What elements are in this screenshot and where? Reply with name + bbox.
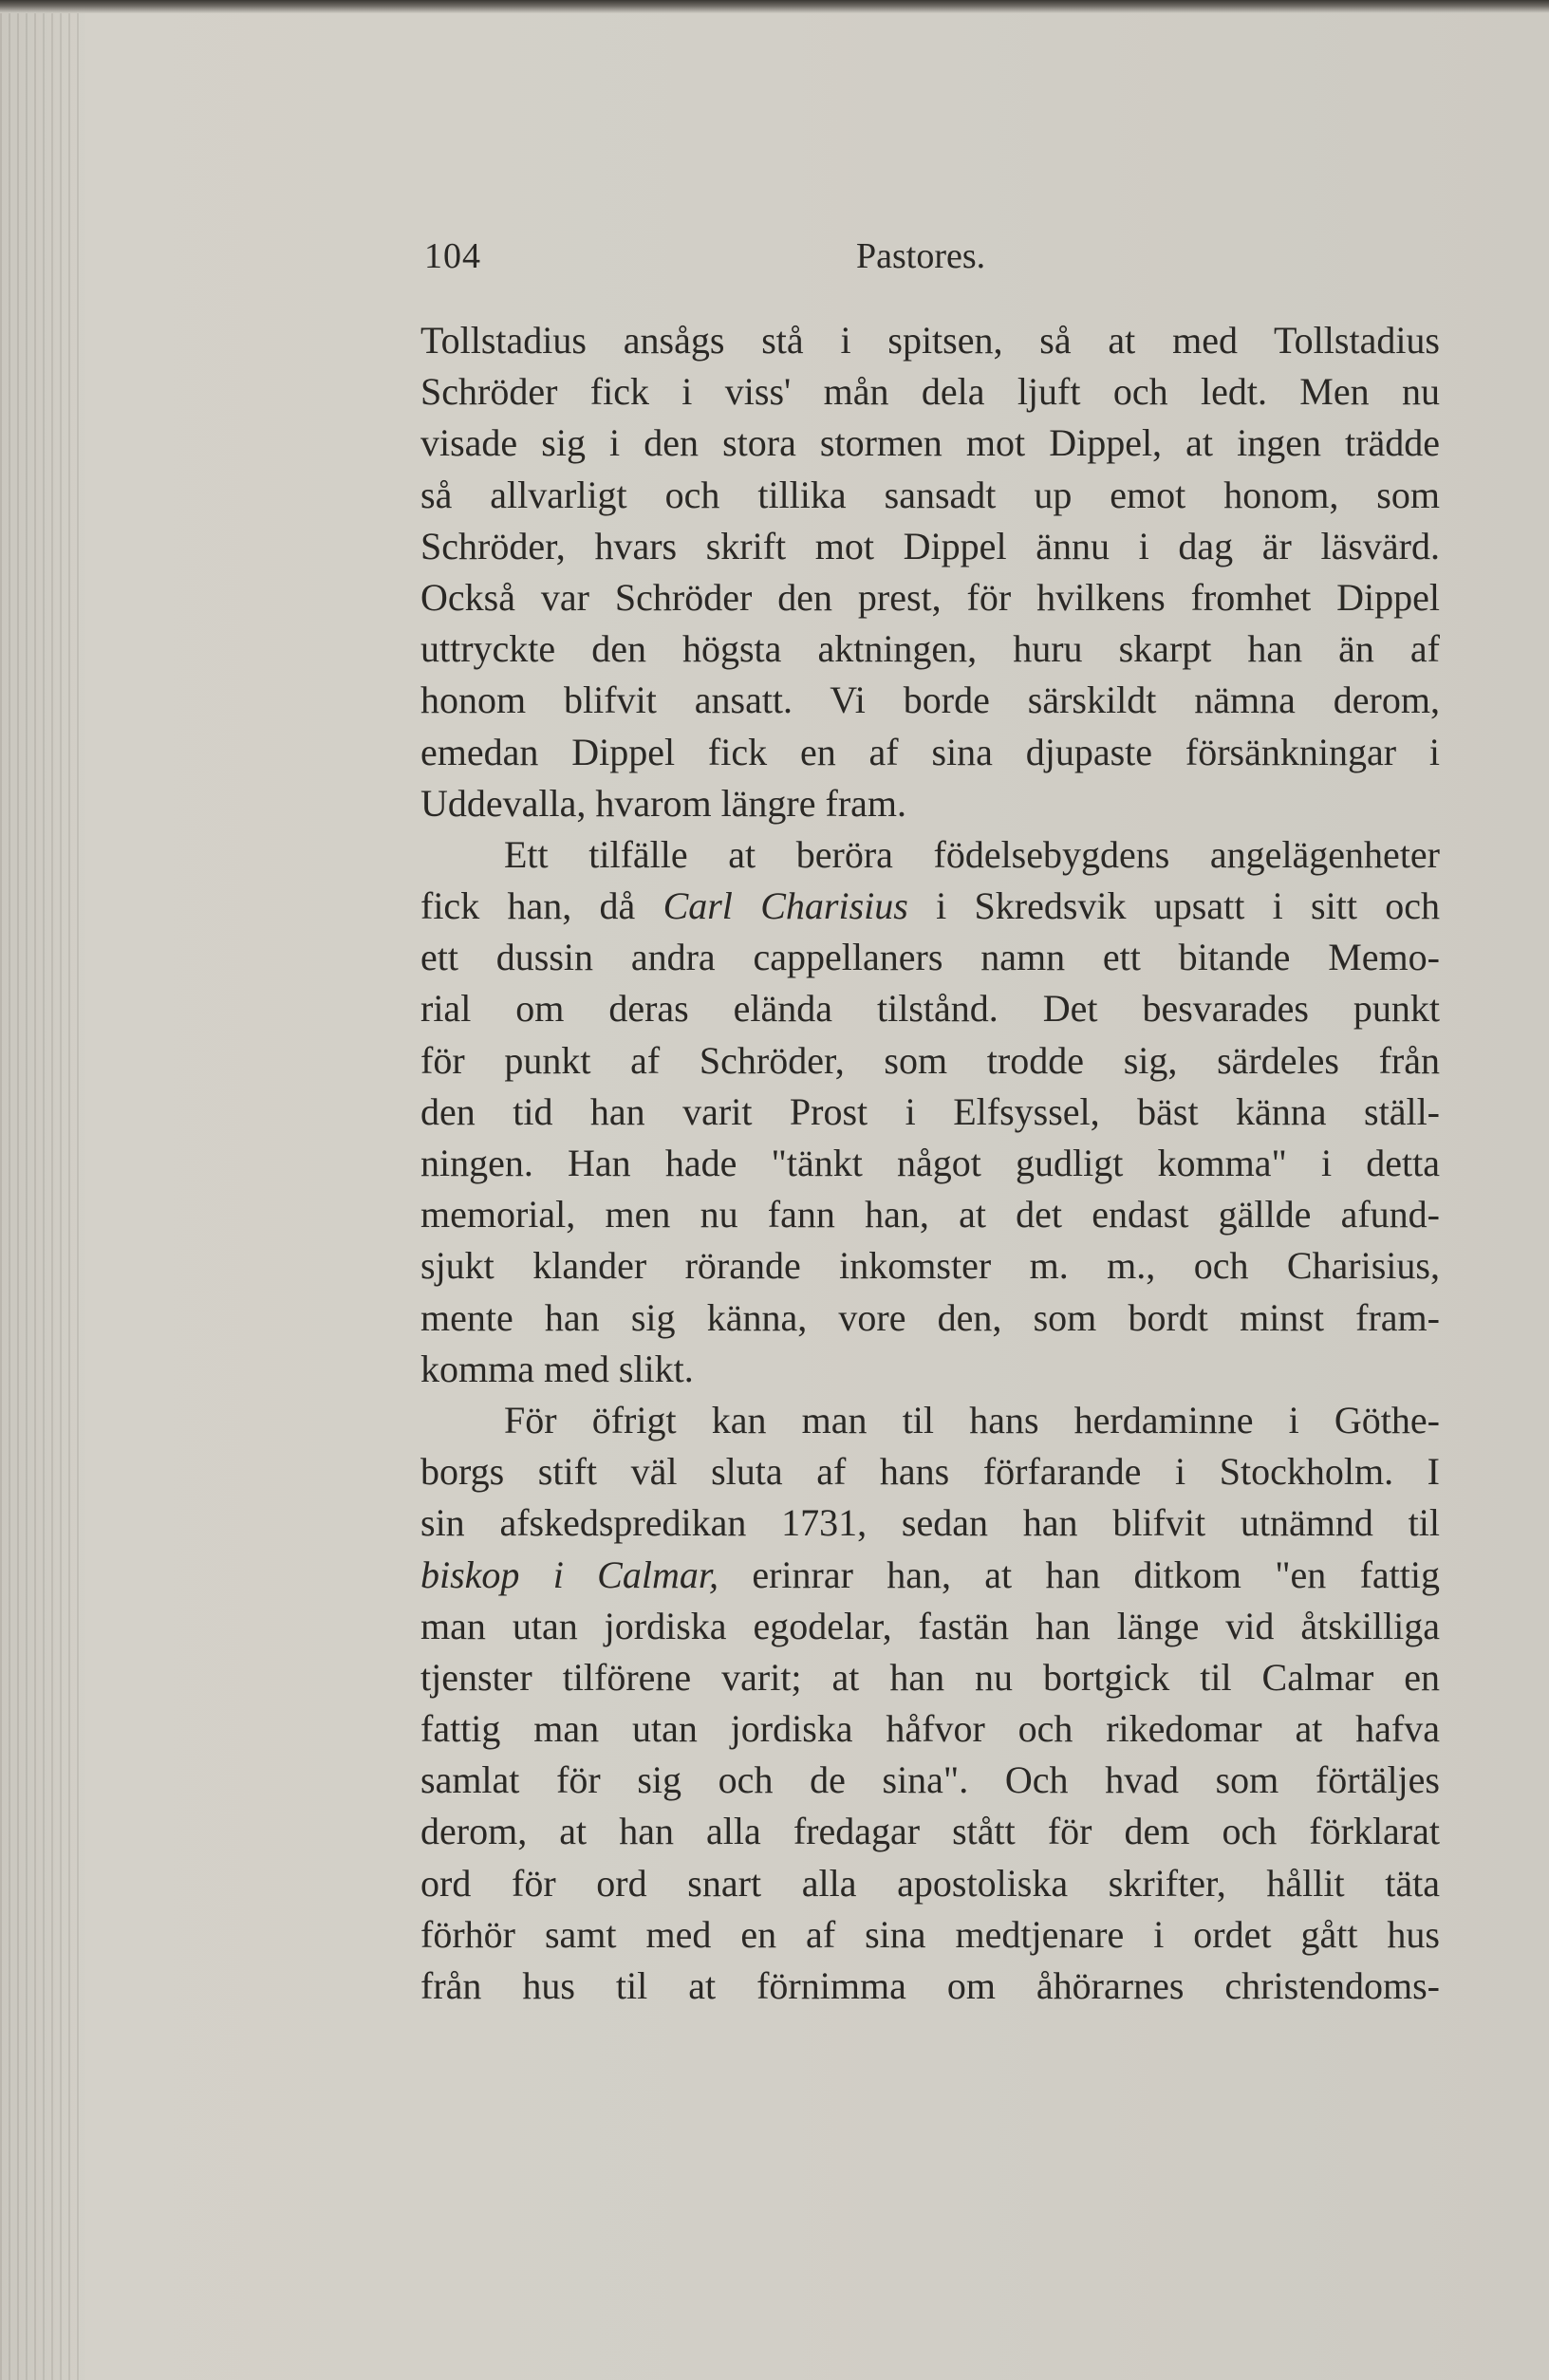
text-line: honom blifvit ansatt. Vi borde särskildt nämna derom, (420, 679, 1440, 722)
stacked-page-edges (0, 0, 85, 2380)
text-line: ett dussin andra cappellaners namn ett bitande Memo- (420, 936, 1440, 979)
text-line: derom, at han alla fredagar stått för dem och förklarat (420, 1810, 1440, 1853)
text-line: ord för ord snart alla apostoliska skrifter, hållit täta (420, 1861, 1440, 1905)
text-line: så allvarligt och tillika sansadt up emot honom, som (420, 473, 1440, 516)
running-title: Pastores. (856, 236, 986, 276)
text-line: tjenster tilförene varit; at han nu bortgick til Calmar en (420, 1655, 1440, 1699)
text-line: Uddevalla, hvarom längre fram. (420, 781, 907, 825)
text-line-with-italic (420, 1550, 1440, 1601)
text-line: ningen. Han hade "tänkt något gudligt komma" i detta (420, 1142, 1440, 1184)
text-line: sjukt klander rörande inkomster m. m., och Charisius, (420, 1244, 1440, 1288)
italic-run: Carl Charisius (663, 884, 908, 928)
text-line: uttryckte den högsta aktningen, huru skarpt han än af (420, 627, 1440, 671)
body-text (420, 315, 1440, 2012)
text-run: fick han, då (420, 884, 663, 928)
text-line: mente han sig känna, vore den, som bordt minst fram- (420, 1295, 1440, 1339)
text-line: rial om deras elända tilstånd. Det besvarades punkt (420, 987, 1440, 1031)
text-line: borgs stift väl sluta af hans förfarande i Stockholm. I (420, 1450, 1440, 1494)
text-line: Schröder, hvars skrift mot Dippel ännu i dag är läsvärd. (420, 524, 1440, 567)
text-line: komma med slikt. (420, 1347, 694, 1390)
text-line-paragraph-start: Ett tilfälle at beröra födelsebygdens angelägenheter (504, 832, 1440, 876)
text-line: visade sig i den stora stormen mot Dippel, at ingen trädde (420, 421, 1440, 465)
text-run: erinrar han, at han ditkom "en fattig (719, 1553, 1440, 1596)
italic-run: biskop i Calmar, (420, 1553, 719, 1596)
text-line: från hus til at förnimma om åhörarnes christendoms- (420, 1964, 1440, 2007)
text-line-with-italic (420, 881, 1440, 932)
text-line: memorial, men nu fann han, at det endast gällde afund- (420, 1193, 1440, 1236)
scan-top-edge (0, 0, 1549, 13)
text-line: Schröder fick i viss' mån dela ljuft och ledt. Men nu (420, 370, 1440, 414)
text-line: för punkt af Schröder, som trodde sig, särdeles från (420, 1038, 1440, 1082)
text-line: förhör samt med en af sina medtjenare i ordet gått hus (420, 1912, 1440, 1956)
text-line: Tollstadius ansågs stå i spitsen, så at med Tollstadius (420, 319, 1440, 362)
text-line: den tid han varit Prost i Elfsyssel, bäst känna ställ- (420, 1089, 1440, 1133)
text-line-paragraph-start: För öfrigt kan man til hans herdaminne i Göthe- (504, 1398, 1440, 1441)
text-line: sin afskedspredikan 1731, sedan han blifvit utnämnd til (420, 1501, 1440, 1545)
text-line: Också var Schröder den prest, för hvilkens fromhet Dippel (420, 575, 1440, 619)
text-line: man utan jordiska egodelar, fastän han länge vid åtskilliga (420, 1604, 1440, 1647)
page-header (424, 235, 1436, 283)
text-line: emedan Dippel fick en af sina djupaste försänkningar i (420, 730, 1440, 773)
text-line: fattig man utan jordiska håfvor och rikedomar at hafva (420, 1707, 1440, 1751)
text-run: i Skredsvik upsatt i sitt och (907, 884, 1440, 928)
text-line: samlat för sig och de sina". Och hvad som förtäljes (420, 1758, 1440, 1802)
page-number: 104 (424, 236, 481, 276)
